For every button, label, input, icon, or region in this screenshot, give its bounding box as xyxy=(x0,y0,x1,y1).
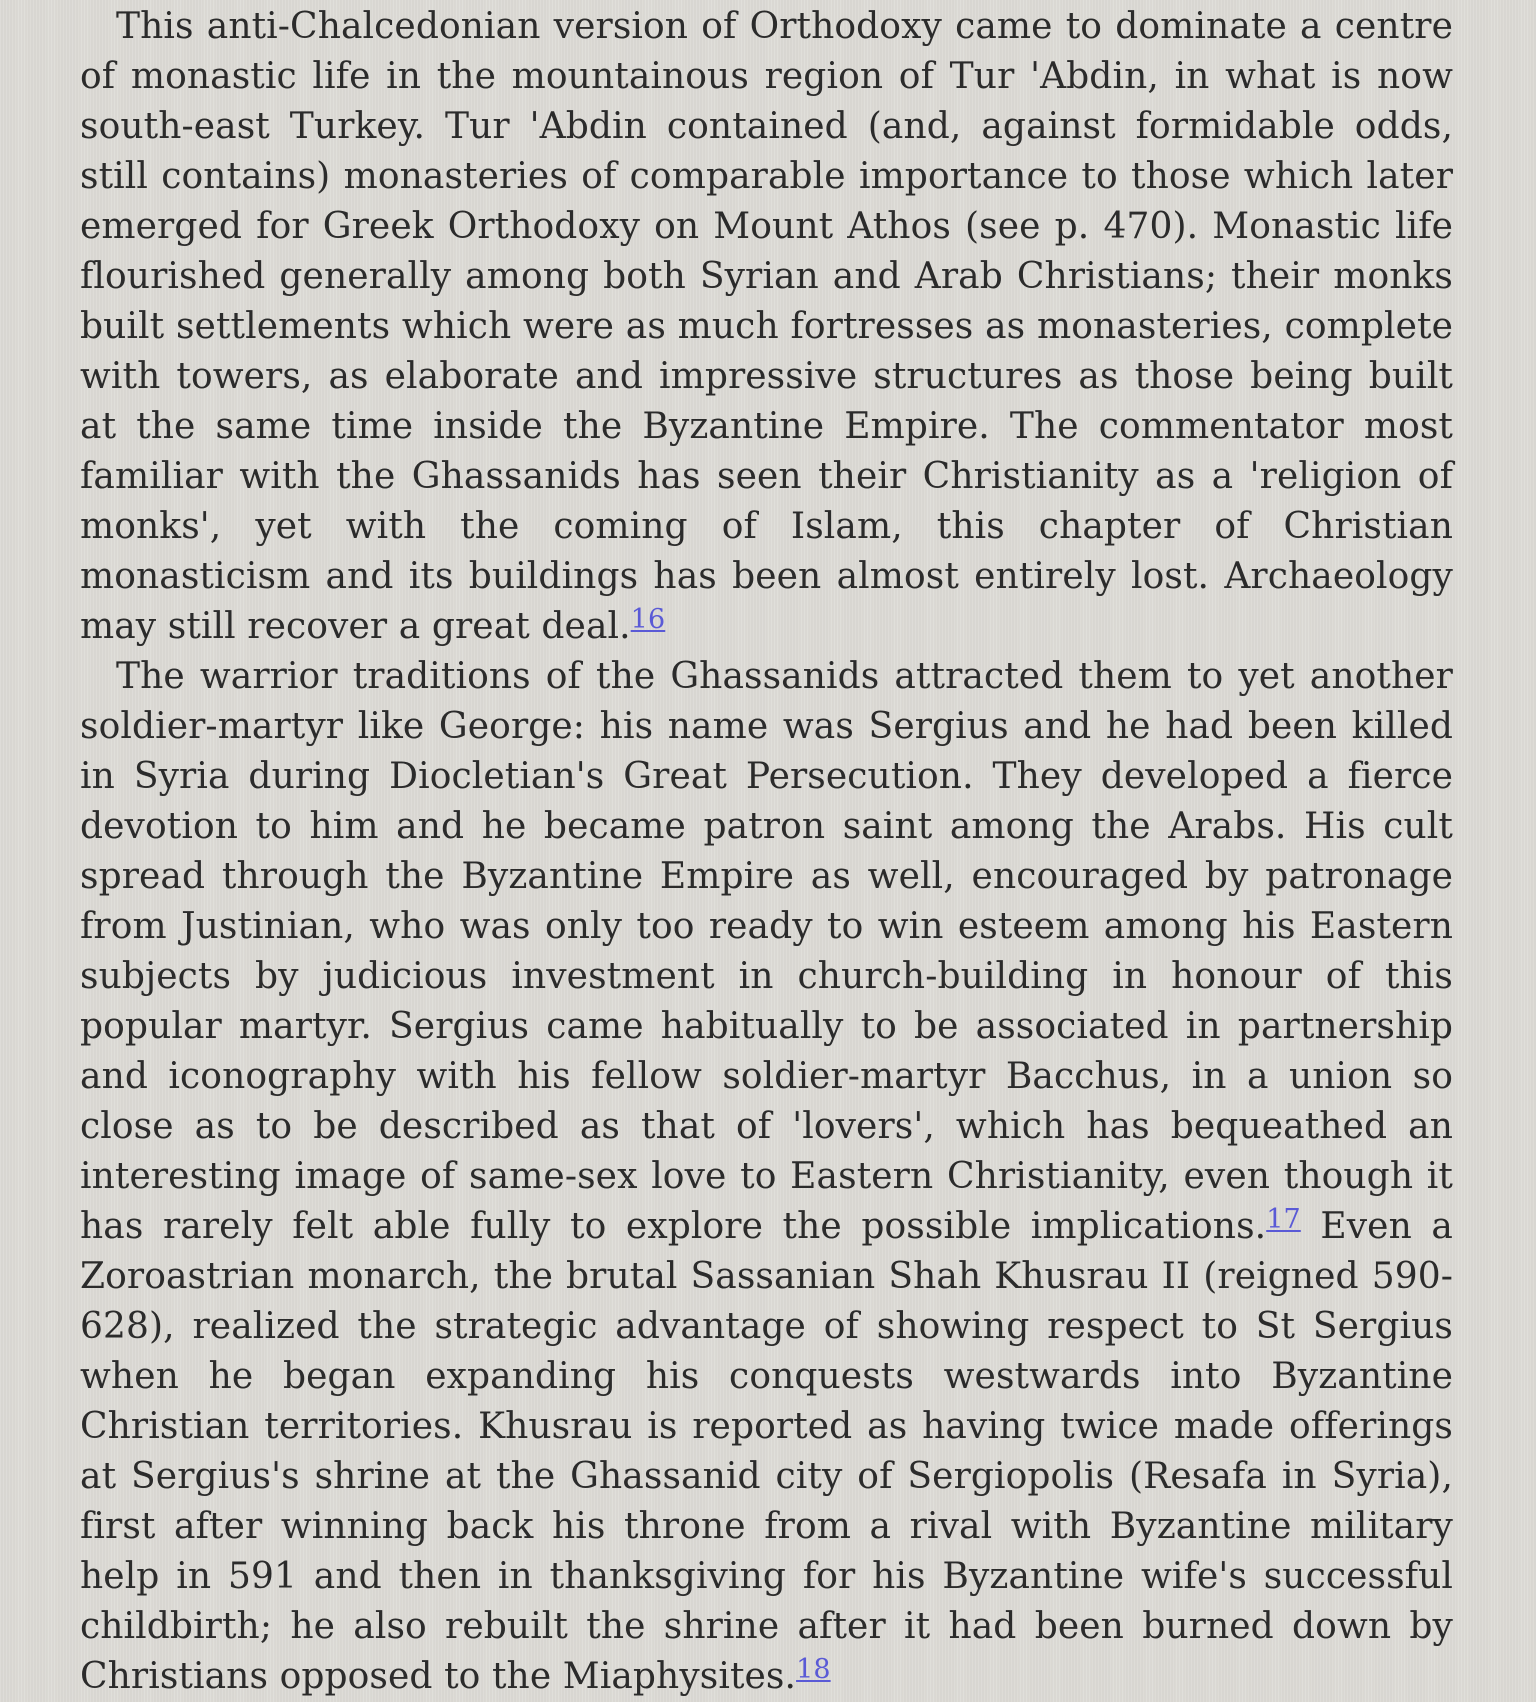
paragraph-text: The warrior traditions of the Ghassanids attracted them to yet another soldier-martyr like George: his name was Sergius and he had been killed in Syria during Diocletian's Great Persecution. They developed a fierce devotion to him and he became patron saint among the Arabs. His cult spread through the Byzantine Empire as well, encouraged by patronage from Justinian, who was only too ready to win esteem among his Eastern subjects by judicious investment in church-building in honour of this popular martyr. Sergius came habitually to be associated in partnership and iconography with his fellow soldier-martyr Bacchus, in a union so close as to be described as that of 'lovers', which has bequeathed an interesting image of same-sex love to Eastern Christianity, even though it has rarely felt able fully to explore the possible implications. xyxy=(80,656,1453,1247)
paragraph-text: This anti-Chalcedonian version of Orthodoxy came to dominate a centre of monastic life in the mountainous region of Tur 'Abdin, in what is now south-east Turkey. Tur 'Abdin contained (and, against formidable odds, still contains) monasteries of comparable importance to those which later emerged for Greek Orthodoxy on Mount Athos (see p. 470). Monastic life flourished generally among both Syrian and Arab Christians; their monks built settlements which were as much fortresses as monasteries, complete with towers, as elaborate and impressive structures as those being built at the same time inside the Byzantine Empire. The commentator most familiar with the Ghassanids has seen their Christianity as a 'religion of monks', yet with the coming of Islam, this chapter of Christian monasticism and its buildings has been almost entirely lost. Archaeology may still recover a great deal. xyxy=(80,6,1453,647)
paragraph-text-continued: Even a Zoroastrian monarch, the brutal Sassanian Shah Khusrau II (reigned 590-628), realized the strategic advantage of showing respect to St Sergius when he began expanding his conquests westwards into Byzantine Christian territories. Khusrau is reported as having twice made offerings at Sergius's shrine at the Ghassanid city of Sergiopolis (Resafa in Syria), first after winning back his throne from a rival with Byzantine military help in 591 and then in thanksgiving for his Byzantine wife's successful childbirth; he also rebuilt the shrine after it had been burned down by Christians opposed to the Miaphysites. xyxy=(80,1206,1453,1697)
footnote-link-16[interactable]: 16 xyxy=(630,604,666,635)
paragraph-sergius xyxy=(80,652,1453,1702)
footnote-link-17[interactable]: 17 xyxy=(1266,1204,1301,1235)
footnote-link-18[interactable]: 18 xyxy=(796,1654,831,1685)
paragraph-tur-abdin xyxy=(80,2,1453,652)
reader-page xyxy=(80,0,1453,1697)
